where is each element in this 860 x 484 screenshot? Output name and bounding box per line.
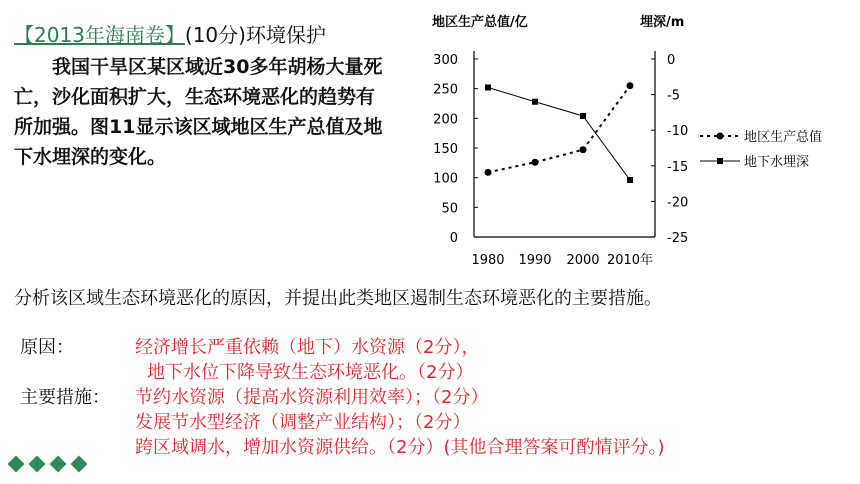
y-right-axis-label: 埋深/m bbox=[640, 15, 685, 30]
reason-line-1: 经济增长严重依赖（地下）水资源（2分）， bbox=[135, 337, 480, 358]
y-left-tick-label: 250 bbox=[433, 82, 458, 98]
gdp-data-point bbox=[627, 82, 634, 89]
groundwater-series-line bbox=[488, 87, 630, 180]
score-label: (10分) bbox=[184, 23, 246, 47]
x-tick-label: 2010年 bbox=[606, 253, 654, 268]
slide-decoration bbox=[10, 455, 94, 474]
y-left-tick-label: 200 bbox=[433, 112, 458, 128]
gdp-data-point bbox=[580, 146, 587, 153]
question-text: 分析该区域生态环境恶化的原因，并提出此类地区遏制生态环境恶化的主要措施。 bbox=[14, 288, 662, 309]
gdp-data-point bbox=[532, 159, 539, 166]
diamond-icon bbox=[29, 456, 46, 473]
y-right-tick-label: 0 bbox=[667, 53, 676, 68]
measure-line-3: 跨区域调水，增加水资源供给。（2分）(其他合理答案可酌情评分。) bbox=[135, 437, 665, 458]
gdp-groundwater-chart bbox=[400, 4, 860, 279]
y-right-tick-label: -15 bbox=[667, 159, 689, 175]
gdp-series-line bbox=[488, 86, 630, 173]
measures-label: 主要措施： bbox=[20, 387, 110, 408]
y-left-tick-label: 0 bbox=[449, 231, 458, 246]
legend-groundwater-label: 地下水埋深 bbox=[744, 155, 810, 170]
y-left-tick-label: 300 bbox=[433, 53, 458, 68]
topic-title: 环境保护 bbox=[245, 23, 326, 47]
groundwater-data-point bbox=[485, 84, 491, 90]
legend-gdp-marker bbox=[717, 133, 724, 140]
y-left-tick-label: 50 bbox=[441, 201, 458, 217]
diamond-icon bbox=[8, 456, 25, 473]
diamond-icon bbox=[71, 456, 88, 473]
measure-line-2: 发展节水型经济（调整产业结构）；（2分） bbox=[135, 412, 471, 433]
y-left-tick-label: 150 bbox=[433, 142, 458, 157]
intro-paragraph bbox=[14, 52, 392, 172]
groundwater-data-point bbox=[627, 177, 633, 183]
groundwater-data-point bbox=[532, 99, 538, 105]
gdp-data-point bbox=[485, 169, 492, 176]
reason-line-2: 地下水位下降导致生态环境恶化。（2分） bbox=[147, 362, 474, 383]
legend-groundwater-marker bbox=[717, 158, 723, 164]
legend-gdp-label: 地区生产总值 bbox=[744, 130, 823, 145]
question-header bbox=[14, 22, 326, 48]
measure-line-1: 节约水资源（提高水资源利用效率）；（2分） bbox=[135, 387, 489, 408]
diamond-icon bbox=[50, 456, 67, 473]
exam-source-tag: 【2013年海南卷】 bbox=[14, 23, 185, 47]
y-left-tick-label: 100 bbox=[433, 171, 458, 187]
intro-text: 我国干旱区某区域近30多年胡杨大量死亡，沙化面积扩大，生态环境恶化的趋势有所加强。图11显示该区域地区生产总值及地下水埋深的变化。 bbox=[14, 56, 383, 168]
y-right-tick-label: -20 bbox=[667, 195, 689, 211]
groundwater-data-point bbox=[580, 113, 586, 119]
reason-label: 原因： bbox=[20, 337, 74, 358]
y-right-tick-label: -25 bbox=[667, 231, 689, 246]
x-tick-label: 2000 bbox=[566, 253, 600, 268]
y-left-axis-label: 地区生产总值/亿 bbox=[432, 15, 528, 30]
y-right-tick-label: -10 bbox=[667, 124, 689, 140]
x-tick-label: 1980 bbox=[471, 253, 505, 268]
x-tick-label: 1990 bbox=[518, 253, 552, 268]
y-right-tick-label: -5 bbox=[667, 88, 680, 104]
